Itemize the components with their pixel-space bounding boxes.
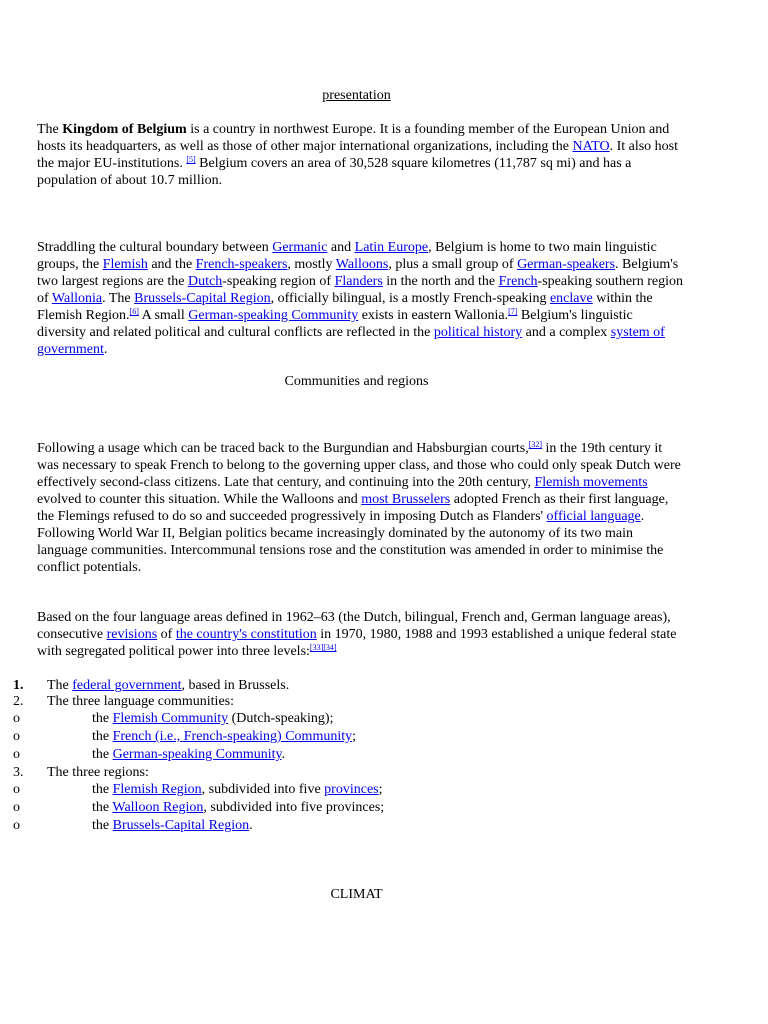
list-item-text bbox=[92, 746, 285, 763]
link-brussels-capital-region-list[interactable]: Brussels-Capital Region bbox=[112, 818, 250, 833]
text-run: and the bbox=[147, 257, 196, 272]
list-item-german-community bbox=[0, 746, 720, 764]
list-item-text: The three regions: bbox=[47, 765, 149, 780]
text-run: in the north and the bbox=[382, 274, 499, 289]
text-run: of bbox=[157, 627, 176, 642]
text-run: . bbox=[103, 342, 108, 357]
text-run: the bbox=[92, 800, 113, 815]
text-run: in 1970, 1980, 1988 and 1993 established a unique federal state with segregated political power into three levels: bbox=[37, 627, 677, 659]
link-flemish[interactable]: Flemish bbox=[102, 257, 148, 272]
list-marker: 3. bbox=[13, 765, 24, 780]
text-run: The bbox=[47, 678, 73, 693]
text-run: The bbox=[37, 122, 63, 137]
text-run: (Dutch-speaking); bbox=[228, 711, 334, 726]
text-run: ; bbox=[378, 782, 383, 797]
bullet-marker: o bbox=[13, 747, 20, 762]
link-revisions[interactable]: revisions bbox=[106, 627, 158, 642]
section-heading-presentation: presentation bbox=[322, 88, 391, 103]
link-constitution[interactable]: the country's constitution bbox=[175, 627, 317, 642]
text-run: adopted French as their first language, the Flemings refused to do so and succeeded progressively in imposing Dutch as Flanders' bbox=[37, 492, 669, 524]
link-walloon-region[interactable]: Walloon Region bbox=[112, 800, 204, 815]
link-brussels-capital-region[interactable]: Brussels-Capital Region bbox=[134, 291, 271, 306]
link-political-history[interactable]: political history bbox=[433, 325, 523, 340]
text-run: , based in Brussels. bbox=[181, 678, 290, 693]
ref-6[interactable]: [6] bbox=[129, 307, 139, 316]
text-run: -speaking southern region of bbox=[37, 274, 683, 306]
text-run: exists in eastern Wallonia. bbox=[358, 308, 509, 323]
list-item-flemish-region bbox=[0, 781, 720, 799]
text-run: A small bbox=[138, 308, 189, 323]
link-wallonia[interactable]: Wallonia bbox=[51, 291, 103, 306]
ref-33-34[interactable]: [33][34] bbox=[309, 643, 337, 652]
text-run: and bbox=[327, 240, 355, 255]
bullet-marker: o bbox=[13, 800, 20, 815]
text-run: . Belgium's two largest regions are the bbox=[37, 257, 679, 289]
text-run: Straddling the cultural boundary between bbox=[37, 240, 273, 255]
link-german-speakers[interactable]: German-speakers bbox=[517, 257, 616, 272]
list-item-text bbox=[92, 817, 253, 834]
list-item-language-communities bbox=[0, 693, 720, 711]
link-french-speakers[interactable]: French-speakers bbox=[195, 257, 288, 272]
text-run: Based on the four language areas defined in 1962–63 (the Dutch, bilingual, French and, German language areas), consecutive bbox=[37, 610, 671, 642]
text-run: in the 19th century it was necessary to speak French to belong to the governing upper class, and those who could only speak Dutch were effectively second-class citizens. Late that century, and continuing into the 20th century, bbox=[37, 441, 681, 490]
list-item-text bbox=[47, 677, 289, 694]
text-run: the bbox=[92, 782, 113, 797]
bullet-marker: o bbox=[13, 782, 20, 797]
text-run: . The bbox=[102, 291, 135, 306]
text-run: evolved to counter this situation. While the Walloons and bbox=[37, 492, 362, 507]
list-item-walloon-region bbox=[0, 799, 720, 817]
bullet-marker: o bbox=[13, 818, 20, 833]
text-run: the bbox=[92, 711, 113, 726]
text-run: -speaking region of bbox=[222, 274, 335, 289]
text-run: . It also host the major EU-institutions. bbox=[37, 139, 679, 171]
list-marker: 1. bbox=[13, 678, 24, 693]
text-run: , subdivided into five bbox=[201, 782, 325, 797]
bullet-marker: o bbox=[13, 729, 20, 744]
link-latin-europe[interactable]: Latin Europe bbox=[354, 240, 429, 255]
link-provinces[interactable]: provinces bbox=[324, 782, 379, 797]
text-run: . Following World War II, Belgian politics became increasingly dominated by the autonomy of its two main language communities. Intercommunal tensions rose and the constitution was amended in order to minimise the conflict potentials. bbox=[37, 509, 664, 575]
text-run: , mostly bbox=[287, 257, 336, 272]
ref-32[interactable]: [32] bbox=[528, 440, 543, 449]
list-item-text bbox=[92, 728, 356, 745]
link-nato[interactable]: NATO bbox=[572, 139, 610, 154]
list-marker: 2. bbox=[13, 694, 24, 709]
ref-7[interactable]: [7] bbox=[508, 307, 518, 316]
link-walloons[interactable]: Walloons bbox=[335, 257, 389, 272]
text-run: within the Flemish Region. bbox=[37, 291, 653, 323]
text-run: Belgium's linguistic diversity and related political and cultural conflicts are reflected in the bbox=[37, 308, 633, 340]
text-run: . bbox=[281, 747, 286, 762]
text-run: , Belgium is home to two main linguistic groups, the bbox=[37, 240, 657, 272]
country-name-bold: Kingdom of Belgium bbox=[62, 122, 187, 137]
list-item-french-community bbox=[0, 728, 720, 746]
history-paragraph bbox=[37, 440, 683, 576]
text-run: the bbox=[92, 747, 113, 762]
link-german-speaking-community[interactable]: German-speaking Community bbox=[188, 308, 359, 323]
list-item-text bbox=[92, 710, 333, 727]
text-run: . bbox=[249, 818, 253, 833]
text-run: and a complex bbox=[522, 325, 611, 340]
text-run: ; bbox=[352, 729, 357, 744]
section-heading-communities: Communities and regions bbox=[284, 374, 429, 389]
text-run: , officially bilingual, is a mostly French-speaking bbox=[270, 291, 550, 306]
bullet-marker: o bbox=[13, 711, 20, 726]
link-germanic[interactable]: Germanic bbox=[272, 240, 328, 255]
text-run: , subdivided into five provinces; bbox=[203, 800, 385, 815]
link-french-community[interactable]: French (i.e., French-speaking) Community bbox=[112, 729, 353, 744]
section-heading-climat: CLIMAT bbox=[330, 887, 383, 902]
list-item-flemish-community bbox=[0, 710, 720, 728]
link-french[interactable]: French bbox=[498, 274, 538, 289]
list-item-text: The three language communities: bbox=[47, 694, 234, 709]
link-flanders[interactable]: Flanders bbox=[334, 274, 383, 289]
link-official-language[interactable]: official language bbox=[546, 509, 641, 524]
intro-paragraph bbox=[37, 121, 683, 189]
link-german-speaking-community-list[interactable]: German-speaking Community bbox=[112, 747, 282, 762]
link-most-brusselers[interactable]: most Brusselers bbox=[361, 492, 451, 507]
list-item-text bbox=[92, 781, 383, 798]
text-run: is a country in northwest Europe. It is a founding member of the European Union and hosts its headquarters, as well as those of other major international organizations, including the bbox=[37, 122, 670, 154]
link-flemish-movements[interactable]: Flemish movements bbox=[534, 475, 648, 490]
text-run: , plus a small group of bbox=[388, 257, 518, 272]
federal-paragraph bbox=[37, 609, 683, 660]
text-run: the bbox=[92, 729, 113, 744]
link-system-of-government[interactable]: system of government bbox=[37, 325, 665, 357]
list-item-text bbox=[92, 799, 384, 816]
ref-5[interactable]: [5] bbox=[186, 155, 196, 164]
link-federal-government[interactable]: federal government bbox=[72, 678, 182, 693]
list-item-regions bbox=[0, 764, 720, 782]
link-flemish-community[interactable]: Flemish Community bbox=[112, 711, 229, 726]
text-run: Belgium covers an area of 30,528 square kilometres (11,787 sq mi) and has a population of about 10.7 million. bbox=[37, 156, 632, 188]
text-run: Following a usage which can be traced back to the Burgundian and Habsburgian courts, bbox=[37, 441, 529, 456]
link-flemish-region[interactable]: Flemish Region bbox=[112, 782, 202, 797]
linguistic-paragraph bbox=[37, 239, 683, 358]
text-run: the bbox=[92, 818, 113, 833]
link-enclave[interactable]: enclave bbox=[549, 291, 593, 306]
link-dutch[interactable]: Dutch bbox=[187, 274, 223, 289]
list-item-brussels-region bbox=[0, 817, 720, 835]
